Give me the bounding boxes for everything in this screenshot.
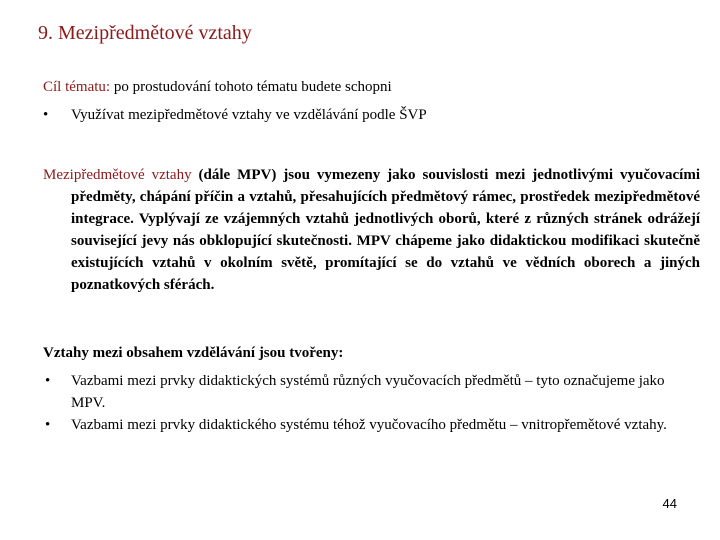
page-number: 44 (662, 496, 677, 511)
definition-body: (dále MPV) jsou vymezeny jako souvislosti mezi jednotlivými vyučovacími předměty, chápání příčin a vztahů, přesahujících předmětový rámec, prostředek mezipředmětové integrace. Vyplývají ze vzájemných vztahů jednotlivých oborů, které z různých stránek odrážejí související jevy nás obklopující skutečnosti. MPV chápeme jako didaktickou modifikaci skutečně existujících vztahů v okolním světě, promítající se do vztahů ve vědních oborech a jiných poznatkových sférách. (71, 167, 701, 293)
list-item-text: Vazbami mezi prvky didaktického systému téhož vyučovacího předmětu – vnitropřemětové vztahy. (71, 417, 667, 433)
list-item (43, 370, 683, 414)
bullet-icon: • (45, 417, 51, 433)
definition-paragraph (43, 164, 700, 296)
relations-heading: Vztahy mezi obsahem vzdělávání jsou tvořeny: (43, 345, 344, 361)
goal-text: po prostudování tohoto tématu budete schopni (110, 79, 392, 95)
slide-title: 9. Mezipředmětové vztahy (38, 22, 252, 44)
list-item-text: Vazbami mezi prvky didaktických systémů různých vyučovacích předmětů – tyto označujeme jako MPV. (71, 373, 665, 411)
goal-line (43, 79, 392, 96)
goal-label: Cíl tématu: (43, 79, 111, 95)
bullet-icon: • (45, 373, 51, 389)
goal-item-text: Využívat mezipředmětové vztahy ve vzdělávání podle ŠVP (71, 107, 427, 123)
definition-term: Mezipředmětové vztahy (43, 167, 192, 183)
list-item (43, 414, 683, 436)
bullet-icon: • (43, 107, 49, 123)
relations-list (43, 370, 683, 436)
goal-bullet-item (43, 107, 427, 124)
